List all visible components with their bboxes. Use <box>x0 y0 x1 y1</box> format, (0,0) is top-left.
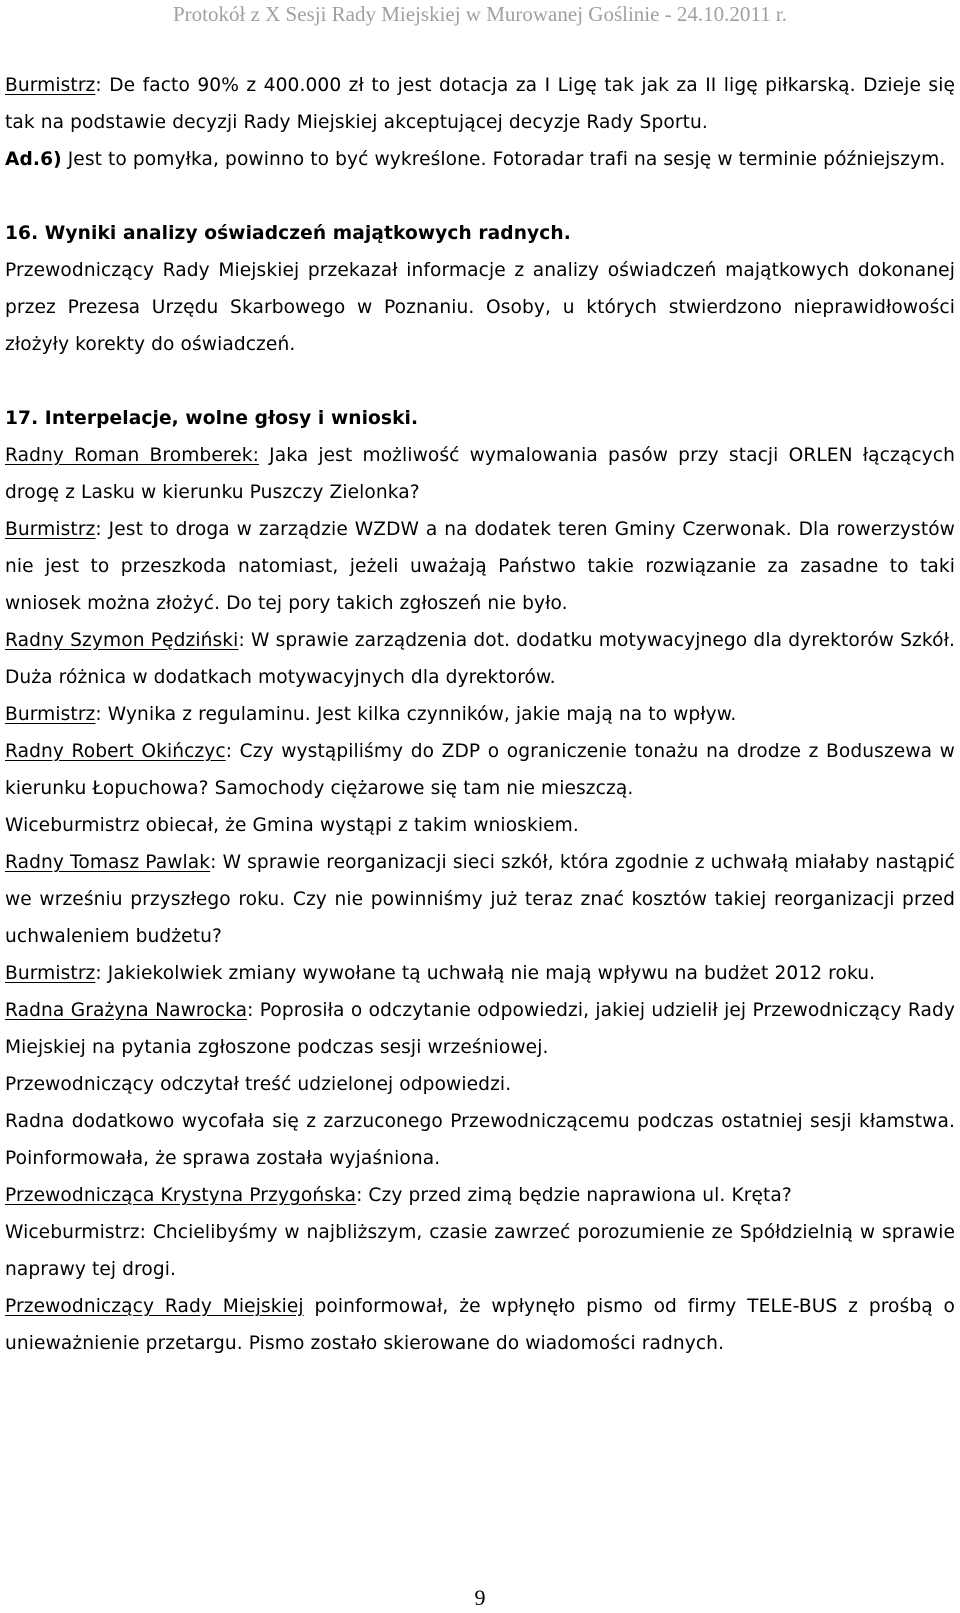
agenda-reference: Ad.6) <box>5 149 62 170</box>
speaker-name: Przewodniczący Rady Miejskiej <box>5 1296 304 1317</box>
speaker-name: Burmistrz <box>5 963 96 984</box>
page-number: 9 <box>474 1585 486 1610</box>
statement <box>5 1288 955 1362</box>
statement-text: poinformował, że wpłynęło pismo od firmy TELE-BUS z prośbą o unieważnienie przetargu. Pismo zostało skierowane do wiadomości radnych. <box>5 1296 955 1354</box>
statement-text: : Wynika z regulaminu. Jest kilka czynników, jakie mają na to wpływ. <box>95 704 737 725</box>
paragraph: Przewodniczący Rady Miejskiej przekazał informacje z analizy oświadczeń majątkowych dokonanej przez Prezesa Urzędu Skarbowego w Poznaniu. Osoby, u których stwierdzono nieprawidłowości złożyły korekty do oświadczeń. <box>5 260 955 355</box>
statement <box>5 696 955 733</box>
speaker-name: Radny Roman Bromberek: <box>5 445 259 466</box>
statements-list <box>5 437 955 1362</box>
statement <box>5 807 955 844</box>
paragraph-text: Jest to pomyłka, powinno to być wykreślone. Fotoradar trafi na sesję w terminie późniejszym. <box>61 149 946 170</box>
section-heading: 16. Wyniki analizy oświadczeń majątkowych radnych. <box>5 223 571 244</box>
speaker-name: Radny Szymon Pędziński <box>5 630 239 651</box>
statement <box>5 437 955 511</box>
speaker-name: Radny Robert Okińczyc <box>5 741 226 762</box>
statement-text: Przewodniczący odczytał treść udzielonej odpowiedzi. <box>5 1074 512 1095</box>
statement <box>5 1214 955 1288</box>
speaker-name: Burmistrz <box>5 75 96 96</box>
statement <box>5 955 955 992</box>
statement <box>5 1177 955 1214</box>
statement-text: Radna dodatkowo wycofała się z zarzuconego Przewodniczącemu podczas ostatniej sesji kłamstwa. Poinformowała, że sprawa została wyjaśniona. <box>5 1111 955 1169</box>
speaker-name: Przewodnicząca Krystyna Przygońska <box>5 1185 357 1206</box>
statement <box>5 733 955 807</box>
statement <box>5 1103 955 1177</box>
section-heading: 17. Interpelacje, wolne głosy i wnioski. <box>5 408 419 429</box>
statement-text: : Poprosiła o odczytanie odpowiedzi, jakiej udzielił jej Przewodniczący Rady Miejskiej na pytania zgłoszone podczas sesji wrześniowej. <box>5 1000 955 1058</box>
statement <box>5 1066 955 1103</box>
statement-text: Jaka jest możliwość wymalowania pasów przy stacji ORLEN łączących drogę z Lasku w kierunku Puszczy Zielonka? <box>5 445 955 503</box>
paragraph <box>5 67 955 178</box>
statement-text: : W sprawie reorganizacji sieci szkół, która zgodnie z uchwałą miałaby nastąpić we wrześniu przyszłego roku. Czy nie powinniśmy już teraz znać kosztów takiej reorganizacji przed uchwaleniem budżetu? <box>5 852 955 947</box>
paragraph-text: : De facto 90% z 400.000 zł to jest dotacja za I Ligę tak jak za II ligę piłkarską. Dzieje się tak na podstawie decyzji Rady Miejskiej akceptującej decyzje Rady Sportu. <box>5 75 955 133</box>
statement <box>5 844 955 955</box>
statement-text: : W sprawie zarządzenia dot. dodatku motywacyjnego dla dyrektorów Szkół. Duża różnica w dodatkach motywacyjnych dla dyrektorów. <box>5 630 955 688</box>
statement-text: Wiceburmistrz: Chcielibyśmy w najbliższym, czasie zawrzeć porozumienie ze Spółdzielnią w sprawie naprawy tej drogi. <box>5 1222 955 1280</box>
statement <box>5 992 955 1066</box>
speaker-name: Burmistrz <box>5 704 96 725</box>
statement-text: : Czy przed zimą będzie naprawiona ul. Kręta? <box>356 1185 792 1206</box>
speaker-name: Radny Tomasz Pawlak <box>5 852 211 873</box>
statement-text: : Jakiekolwiek zmiany wywołane tą uchwałą nie mają wpływu na budżet 2012 roku. <box>95 963 876 984</box>
statement <box>5 511 955 622</box>
speaker-name: Radna Grażyna Nawrocka <box>5 1000 248 1021</box>
document-body <box>5 67 955 1362</box>
statement-text: Wiceburmistrz obiecał, że Gmina wystąpi z takim wnioskiem. <box>5 815 579 836</box>
speaker-name: Burmistrz <box>5 519 96 540</box>
document-header: Protokół z X Sesji Rady Miejskiej w Murowanej Goślinie - 24.10.2011 r. <box>172 2 787 26</box>
statement <box>5 622 955 696</box>
statement-text: : Jest to droga w zarządzie WZDW a na dodatek teren Gminy Czerwonak. Dla rowerzystów nie jest to przeszkoda natomiast, jeżeli uważają Państwo takie rozwiązanie za zasadne to taki wniosek można złożyć. Do tej pory takich zgłoszeń nie było. <box>5 519 955 614</box>
statement-text: : Czy wystąpiliśmy do ZDP o ograniczenie tonażu na drodze z Boduszewa w kierunku Łopuchowa? Samochody ciężarowe się tam nie mieszczą. <box>5 741 955 799</box>
